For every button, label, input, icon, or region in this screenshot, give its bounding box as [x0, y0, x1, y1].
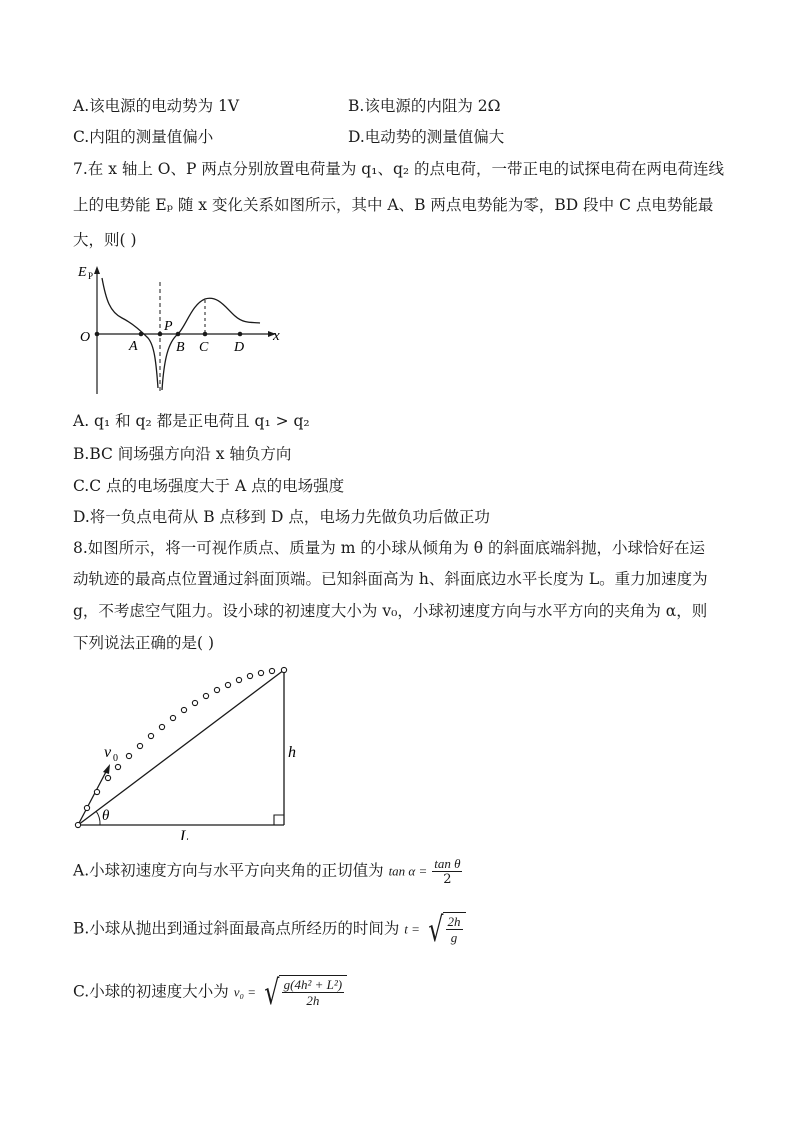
q8-stem-line2: 动轨迹的最高点位置通过斜面顶端。已知斜面高为 h、斜面底边水平长度为 L。重力加速度为 [73, 570, 708, 588]
point-c [203, 332, 208, 337]
q8-stem-line3: g，不考虑空气阻力。设小球的初速度大小为 v₀，小球初速度方向与水平方向的夹角为 α，则 [73, 602, 708, 620]
q8-option-a-num: tan θ [434, 856, 461, 871]
label-v0: v [104, 744, 112, 761]
trajectory-dot [192, 700, 197, 705]
q7-ep-graph [70, 260, 290, 400]
label-a: A [129, 339, 138, 354]
q8-option-c-den: 2h [306, 993, 320, 1008]
q8-option-b-num: 2h [447, 914, 461, 929]
trajectory-dot [236, 677, 241, 682]
trajectory-dot [214, 687, 219, 692]
label-o: O [80, 330, 91, 345]
q8-option-c-text: C.小球的初速度大小为 [73, 982, 229, 1001]
point-p [158, 332, 163, 337]
trajectory-dot [269, 668, 274, 673]
q8-option-a-fraction [432, 856, 462, 887]
q6-option-d: D.电动势的测量值偏大 [348, 128, 505, 146]
q8-option-b-text: B.小球从抛出到通过斜面最高点所经历的时间为 [73, 919, 400, 938]
trajectory-dot [84, 805, 89, 810]
label-p: P [164, 319, 173, 334]
q8-option-c-num: g(4h² + L²) [283, 977, 343, 992]
theta-arc [96, 811, 100, 825]
right-angle-mark [274, 815, 284, 825]
q7-stem-line3: 大，则( ) [73, 231, 137, 249]
v0-arrow-head [103, 764, 110, 774]
q6-option-c: C.内阻的测量值偏小 [73, 128, 214, 146]
q8-projectile-figure [66, 660, 306, 840]
point-a [139, 332, 144, 337]
q8-option-b-sqrt: √ $\frac{2h}{g}$ [425, 912, 466, 947]
trajectory-dot [247, 673, 252, 678]
q6-option-b: B.该电源的内阻为 2Ω [348, 97, 501, 115]
label-b: B [176, 340, 185, 355]
point-o [95, 332, 100, 337]
q8-option-a-lhs: tan α = [388, 863, 428, 879]
trajectory-dot [225, 682, 230, 687]
point-d [238, 332, 243, 337]
q8-option-b [73, 909, 466, 950]
label-c: C [199, 340, 209, 355]
y-axis-arrow [94, 266, 100, 274]
label-l: L [180, 828, 189, 840]
q8-option-c [73, 972, 347, 1013]
trajectory-dot [159, 724, 164, 729]
trajectory-dot [75, 822, 80, 827]
q8-stem-line1: 8.如图所示，将一可视作质点、质量为 m 的小球从倾角为 θ 的斜面底端斜抛，小球恰好在运 [73, 539, 706, 557]
trajectory-dot [105, 775, 110, 780]
q7-option-a: A. q₁ 和 q₂ 都是正电荷且 q₁ > q₂ [73, 412, 310, 430]
label-h: h [288, 744, 296, 761]
trajectory-dot [137, 743, 142, 748]
q8-option-a-den: 2 [443, 872, 452, 887]
q6-option-a: A.该电源的电动势为 1V [73, 97, 240, 115]
label-x: x [273, 328, 280, 344]
q8-option-c-lhs: v₀ = [233, 984, 256, 1000]
trajectory-dot [181, 707, 186, 712]
trajectory-dot [126, 753, 131, 758]
label-d: D [234, 340, 245, 355]
trajectory-dot [94, 789, 99, 794]
q8-stem-line4: 下列说法正确的是( ) [73, 634, 215, 652]
trajectory-dot [148, 733, 153, 738]
q7-stem-line2: 上的电势能 Eₚ 随 x 变化关系如图所示，其中 A、B 两点电势能为零，BD 段中 C 点电势能最 [73, 196, 714, 214]
label-v0-sub: 0 [113, 753, 118, 764]
point-b [176, 332, 181, 337]
q7-option-d: D.将一负点电荷从 B 点移到 D 点，电场力先做负功后做正功 [73, 508, 490, 526]
q8-option-b-lhs: t = [404, 921, 420, 937]
label-ep-sub: P [88, 271, 94, 281]
q8-option-c-sqrt: √ $\frac{\text{g(4h² + L²)}}{2h}$ [261, 975, 347, 1010]
ep-curve-left [102, 278, 158, 388]
trajectory-dot [281, 667, 286, 672]
q8-option-a [73, 856, 462, 887]
trajectory-dot [115, 764, 120, 769]
trajectory-dot [203, 693, 208, 698]
label-theta: θ [102, 808, 110, 824]
trajectory-dot [258, 670, 263, 675]
q7-option-b: B.BC 间场强方向沿 x 轴负方向 [73, 445, 292, 463]
q7-option-c: C.C 点的电场强度大于 A 点的电场强度 [73, 477, 345, 495]
q7-stem-line1: 7.在 x 轴上 O、P 两点分别放置电荷量为 q₁、q₂ 的点电荷，一带正电的试探电荷在两电荷连线 [73, 160, 725, 178]
q8-option-a-text: A.小球初速度方向与水平方向夹角的正切值为 [73, 861, 384, 880]
label-ep: E [78, 265, 87, 280]
trajectory-dot [170, 715, 175, 720]
q8-option-b-den: g [450, 930, 458, 945]
